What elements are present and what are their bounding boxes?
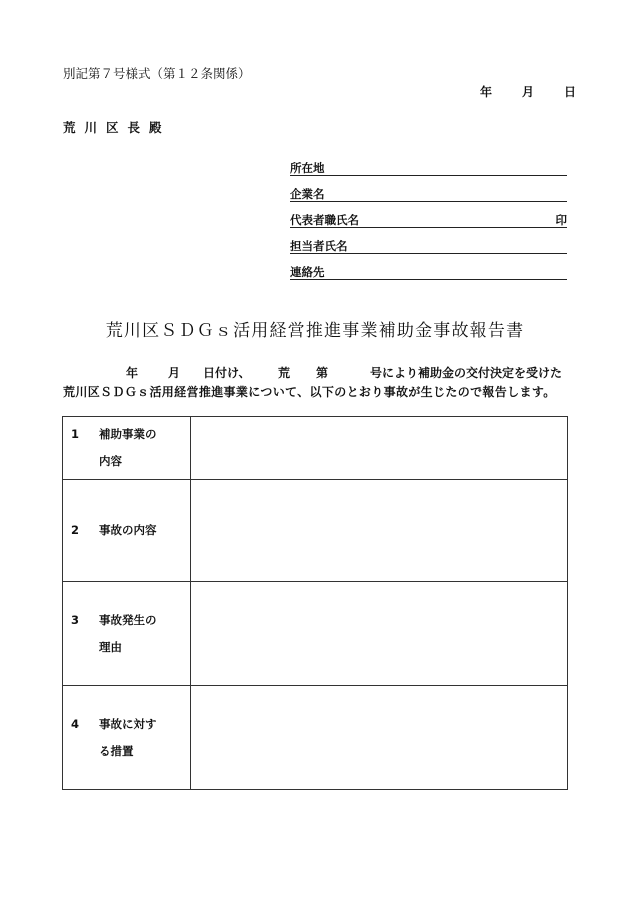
row-label [63, 582, 191, 686]
contact-person-label: 担当者氏名 [290, 239, 348, 253]
row-number: 3 [71, 612, 80, 627]
date-month: 月 [522, 85, 535, 99]
body-rest: 号により補助金の交付決定を受けた [370, 366, 563, 380]
addressee: 荒川区長殿 [63, 120, 171, 135]
representative-field[interactable] [290, 212, 567, 228]
phone-label: 連絡先 [290, 265, 325, 279]
row-value-cell[interactable] [191, 582, 568, 686]
table-row [63, 686, 568, 790]
address-label: 所在地 [290, 161, 325, 175]
row-label-text: 事故の内容 [99, 523, 157, 537]
body-day: 日付け、 [203, 366, 251, 380]
date-line [480, 83, 576, 100]
table-row [63, 480, 568, 582]
row-number: 2 [71, 523, 80, 537]
body-ara: 荒 [278, 366, 291, 380]
row-number: 4 [71, 716, 80, 731]
body-month: 月 [168, 366, 181, 380]
row-label-text: 事故に対す る措置 [99, 716, 157, 758]
address-field[interactable] [290, 160, 567, 176]
row-label [63, 686, 191, 790]
row-value-cell[interactable] [191, 417, 568, 480]
body-year: 年 [126, 366, 139, 380]
row-label [63, 480, 191, 582]
row-label-text: 事故発生の 理由 [99, 612, 157, 654]
date-year: 年 [480, 85, 493, 99]
row-value-cell[interactable] [191, 480, 568, 582]
body-dai: 第 [316, 366, 329, 380]
form-number: 別記第７号様式（第１２条関係） [63, 66, 251, 81]
representative-label: 代表者職氏名 [290, 213, 359, 227]
company-field[interactable] [290, 186, 567, 202]
row-label-text: 補助事業の 内容 [99, 427, 157, 468]
row-number: 1 [71, 427, 80, 441]
document-title: 荒川区ＳＤＧｓ活用経営推進事業補助金事故報告書 [105, 321, 525, 341]
phone-field[interactable] [290, 264, 567, 280]
contact-person-field[interactable] [290, 238, 567, 254]
table-row [63, 417, 568, 480]
date-day: 日 [564, 85, 577, 99]
company-label: 企業名 [290, 187, 325, 201]
seal-mark: 印 [555, 213, 567, 227]
row-value-cell[interactable] [191, 686, 568, 790]
report-table [62, 416, 568, 790]
row-label [63, 417, 191, 480]
body-line-2: 荒川区ＳＤＧｓ活用経営推進事業について、以下のとおり事故が生じたので報告します。 [63, 385, 556, 399]
table-row [63, 582, 568, 686]
